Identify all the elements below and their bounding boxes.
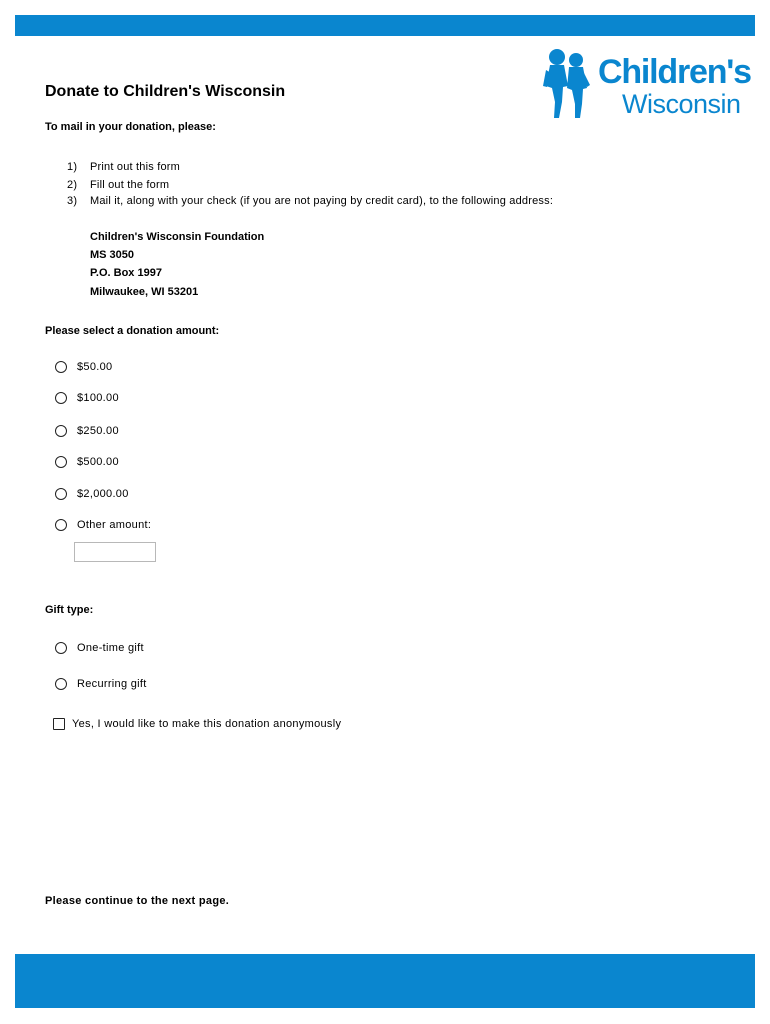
- amount-option-100[interactable]: [55, 391, 119, 405]
- mail-intro-text: To mail in your donation, please:: [45, 121, 216, 133]
- address-line: MS 3050: [90, 249, 135, 261]
- anonymous-option[interactable]: [53, 717, 341, 731]
- amount-option-other[interactable]: [55, 518, 151, 532]
- address-line: Children's Wisconsin Foundation: [90, 231, 265, 243]
- radio-button[interactable]: [55, 488, 67, 500]
- logo-text-line1: Children's: [598, 53, 751, 91]
- anonymous-label: Yes, I would like to make this donation anonymously: [72, 718, 342, 730]
- amount-option-50[interactable]: [55, 360, 112, 374]
- step-item: [67, 179, 169, 191]
- step-text: Mail it, along with your check (if you are not paying by credit card), to the following address:: [90, 195, 554, 207]
- option-label: $50.00: [77, 361, 113, 373]
- step-number: 3): [67, 195, 78, 207]
- donation-amount-label: Please select a donation amount:: [45, 325, 220, 337]
- option-label: $500.00: [77, 456, 119, 468]
- radio-button[interactable]: [55, 678, 67, 690]
- option-label: Recurring gift: [77, 678, 147, 690]
- step-number: 2): [67, 179, 78, 191]
- option-label: $100.00: [77, 392, 119, 404]
- radio-button[interactable]: [55, 392, 67, 404]
- continue-note: Please continue to the next page.: [45, 895, 230, 907]
- gift-type-label: Gift type:: [45, 604, 94, 616]
- gift-option-recurring[interactable]: [55, 677, 147, 691]
- step-text: Print out this form: [90, 161, 180, 173]
- radio-button[interactable]: [55, 425, 67, 437]
- address-line: P.O. Box 1997: [90, 267, 162, 279]
- step-text: Fill out the form: [90, 179, 170, 191]
- option-label: $2,000.00: [77, 488, 129, 500]
- other-amount-input[interactable]: [74, 542, 156, 562]
- amount-option-500[interactable]: [55, 455, 119, 469]
- step-number: 1): [67, 161, 78, 173]
- radio-button[interactable]: [55, 642, 67, 654]
- radio-button[interactable]: [55, 519, 67, 531]
- top-banner-bar: [15, 15, 755, 36]
- logo-text-line2: Wisconsin: [622, 89, 741, 119]
- option-label: One-time gift: [77, 642, 144, 654]
- childrens-wisconsin-logo: [542, 46, 756, 122]
- anonymous-checkbox[interactable]: [53, 718, 65, 730]
- amount-option-250[interactable]: [55, 424, 119, 438]
- children-figures-icon: [543, 49, 590, 118]
- gift-option-one-time[interactable]: [55, 641, 144, 655]
- option-label: Other amount:: [77, 519, 152, 531]
- logo-graphic: [542, 46, 756, 122]
- radio-button[interactable]: [55, 361, 67, 373]
- option-label: $250.00: [77, 425, 119, 437]
- step-item: [67, 161, 180, 173]
- radio-button[interactable]: [55, 456, 67, 468]
- amount-option-2000[interactable]: [55, 487, 129, 501]
- bottom-banner-bar: [15, 954, 755, 1008]
- address-line: Milwaukee, WI 53201: [90, 286, 199, 298]
- page-title: Donate to Children's Wisconsin: [45, 83, 286, 100]
- step-item: [67, 195, 553, 207]
